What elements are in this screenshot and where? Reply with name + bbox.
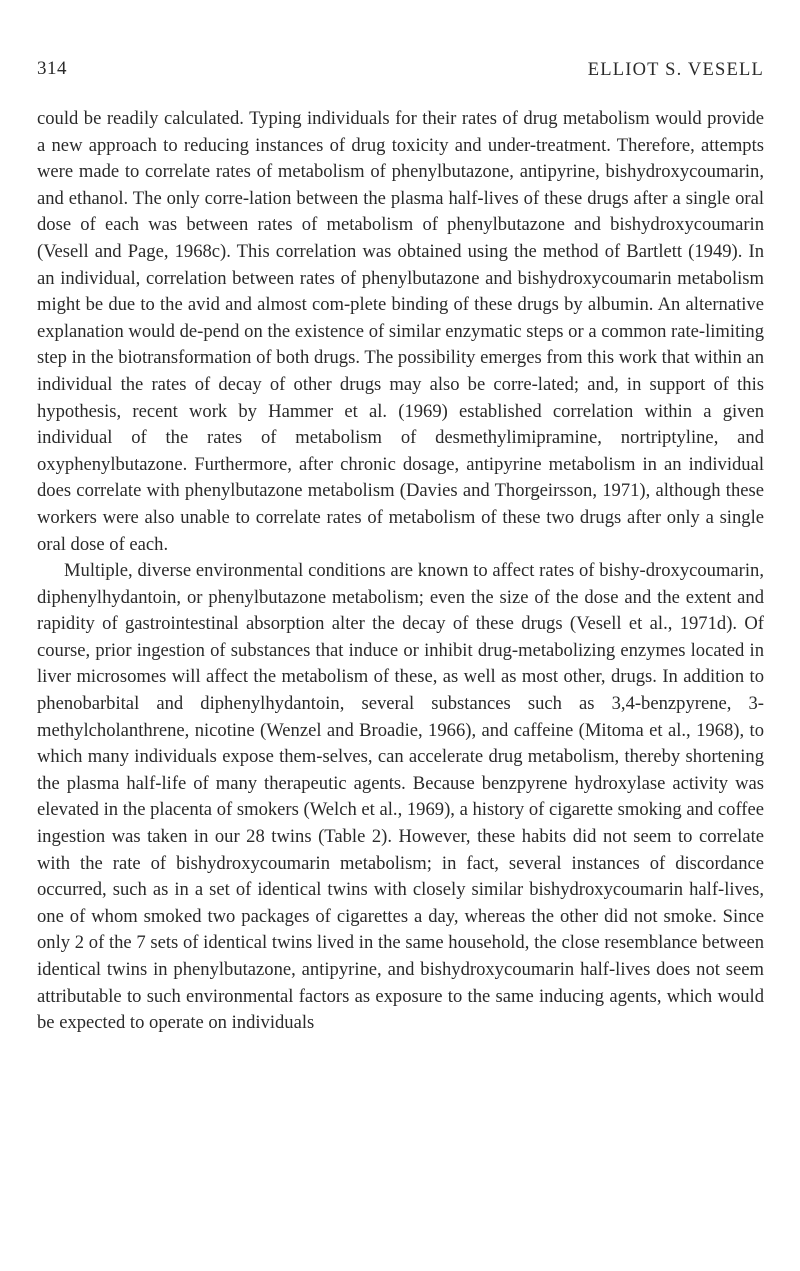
paragraph-drug-correlation: could be readily calculated. Typing individuals for their rates of drug metabolism would provide a new approach to reducing instances of drug toxicity and under-treatment. Therefore, attempts were made to correlate rates of metabolism of phenylbutazone, antipyrine, bishydroxycoumarin, and ethanol. The only corre-lation between the plasma half-lives of these drugs after a single oral dose of each was between rates of metabolism of phenylbutazone and bishydroxycoumarin (Vesell and Page, 1968c). This correlation was obtained using the method of Bartlett (1949). In an individual, correlation between rates of phenylbutazone and bishydroxycoumarin metabolism might be due to the avid and almost com-plete binding of these drugs by albumin. An alternative explanation would de-pend on the existence of similar enzymatic steps or a common rate-limiting step in the biotransformation of both drugs. The possibility emerges from this work that within an individual the rates of decay of other drugs may also be corre-lated; and, in support of this hypothesis, recent work by Hammer et al. (1969) established correlation within a given individual of the rates of metabolism of desmethylimipramine, nortriptyline, and oxyphenylbutazone. Furthermore, after chronic dosage, antipyrine metabolism in an individual does correlate with phenylbutazone metabolism (Davies and Thorgeirsson, 1971), although these workers were also unable to correlate rates of metabolism of these two drugs after only a single oral dose of each. — [37, 108, 764, 555]
body-text — [37, 106, 764, 1037]
page-header — [37, 58, 764, 88]
paragraph-environmental-conditions: Multiple, diverse environmental conditions are known to affect rates of bishy-droxycoumarin, diphenylhydantoin, or phenylbutazone metabolism; even the size of the dose and the extent and rapidity of gastrointestinal absorption alter the decay of these drugs (Vesell et al., 1971d). Of course, prior ingestion of substances that induce or inhibit drug-metabolizing enzymes located in liver microsomes will affect the metabolism of these, as well as most other, drugs. In addition to phenobarbital and diphenylhydantoin, several substances such as 3,4-benzpyrene, 3-methylcholanthrene, nicotine (Wenzel and Broadie, 1966), and caffeine (Mitoma et al., 1968), to which many individuals expose them-selves, can accelerate drug metabolism, thereby shortening the plasma half-life of many therapeutic agents. Because benzpyrene hydroxylase activity was elevated in the placenta of smokers (Welch et al., 1969), a history of cigarette smoking and coffee ingestion was taken in our 28 twins (Table 2). However, these habits did not seem to correlate with the rate of bishydroxycoumarin metabolism; in fact, several instances of discordance occurred, such as in a set of identical twins with closely similar bishydroxycoumarin half-lives, one of whom smoked two packages of cigarettes a day, whereas the other did not smoke. Since only 2 of the 7 sets of identical twins lived in the same household, the close resemblance between identical twins in phenylbutazone, antipyrine, and bishydroxycoumarin half-lives does not seem attributable to such environmental factors as exposure to the same inducing agents, which would be expected to operate on individuals — [37, 560, 764, 1034]
running-head: ELLIOT S. VESELL — [587, 60, 764, 80]
page-number: 314 — [37, 58, 67, 79]
